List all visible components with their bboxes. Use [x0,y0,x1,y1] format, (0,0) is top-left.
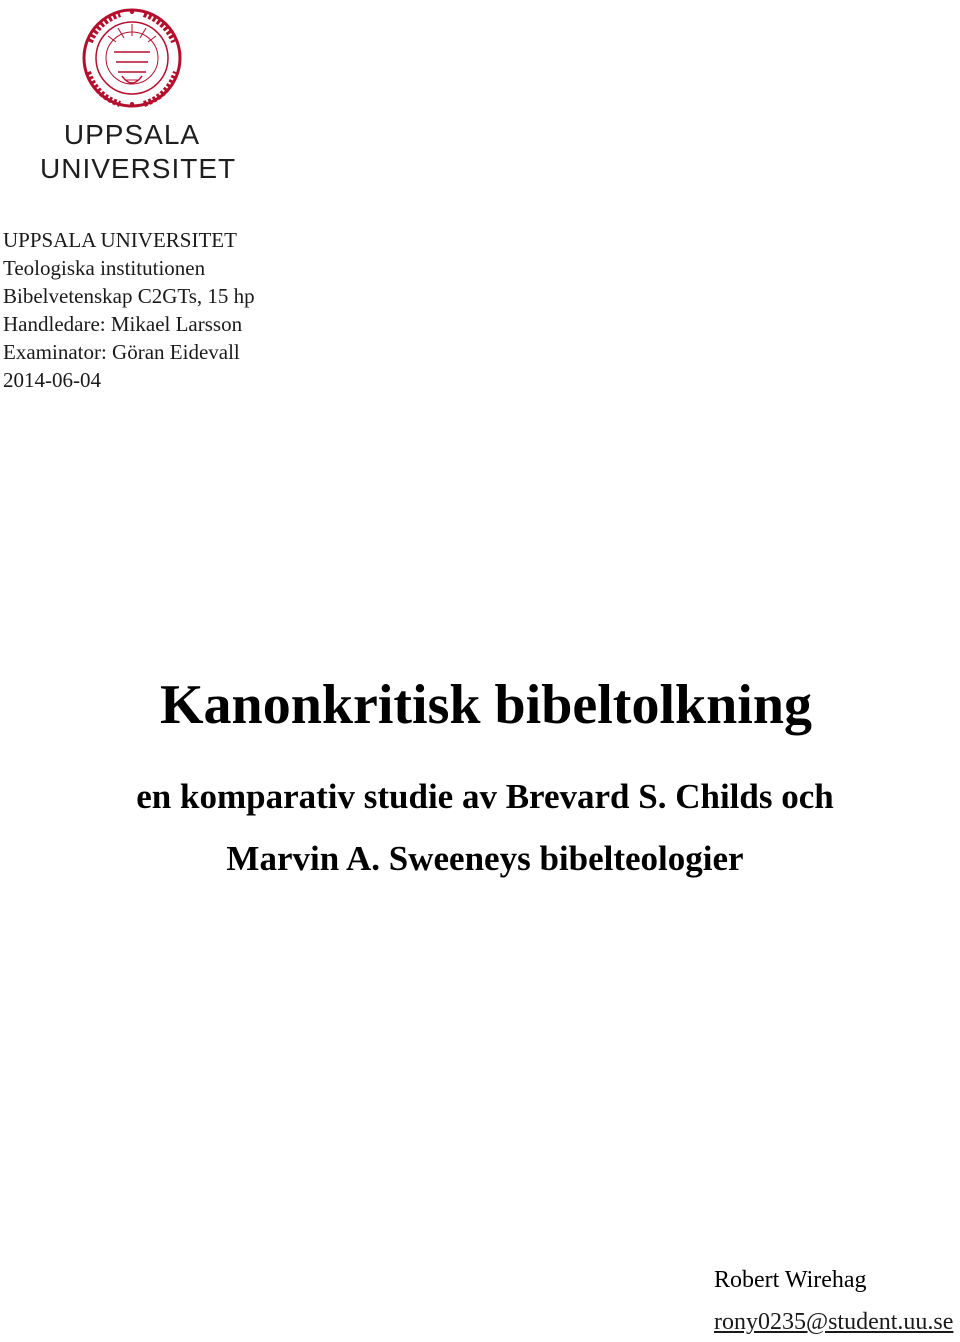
meta-supervisor: Handledare: Mikael Larsson [3,312,243,336]
university-logo [40,6,237,184]
author-name: Robert Wirehag [714,1267,867,1293]
meta-examiner: Examinator: Göran Eidevall [3,340,240,364]
meta-course: Bibelvetenskap C2GTs, 15 hp [3,284,255,308]
meta-university: UPPSALA UNIVERSITET [3,228,237,252]
meta-department: Teologiska institutionen [3,256,206,280]
meta-date: 2014-06-04 [3,368,101,392]
university-seal-icon [40,6,224,114]
author-email-link[interactable]: rony0235@student.uu.se [714,1309,954,1335]
document-title: Kanonkritisk bibeltolkning [159,674,812,736]
logo-wordmark-line2: UNIVERSITET [40,153,237,184]
logo-wordmark-line1: UPPSALA [63,119,201,150]
subtitle-line1: en komparativ studie av Brevard S. Childs och [136,777,834,816]
document-subtitle [0,766,960,890]
subtitle-line2: Marvin A. Sweeneys bibelteologier [226,839,744,878]
document-meta [3,226,255,394]
